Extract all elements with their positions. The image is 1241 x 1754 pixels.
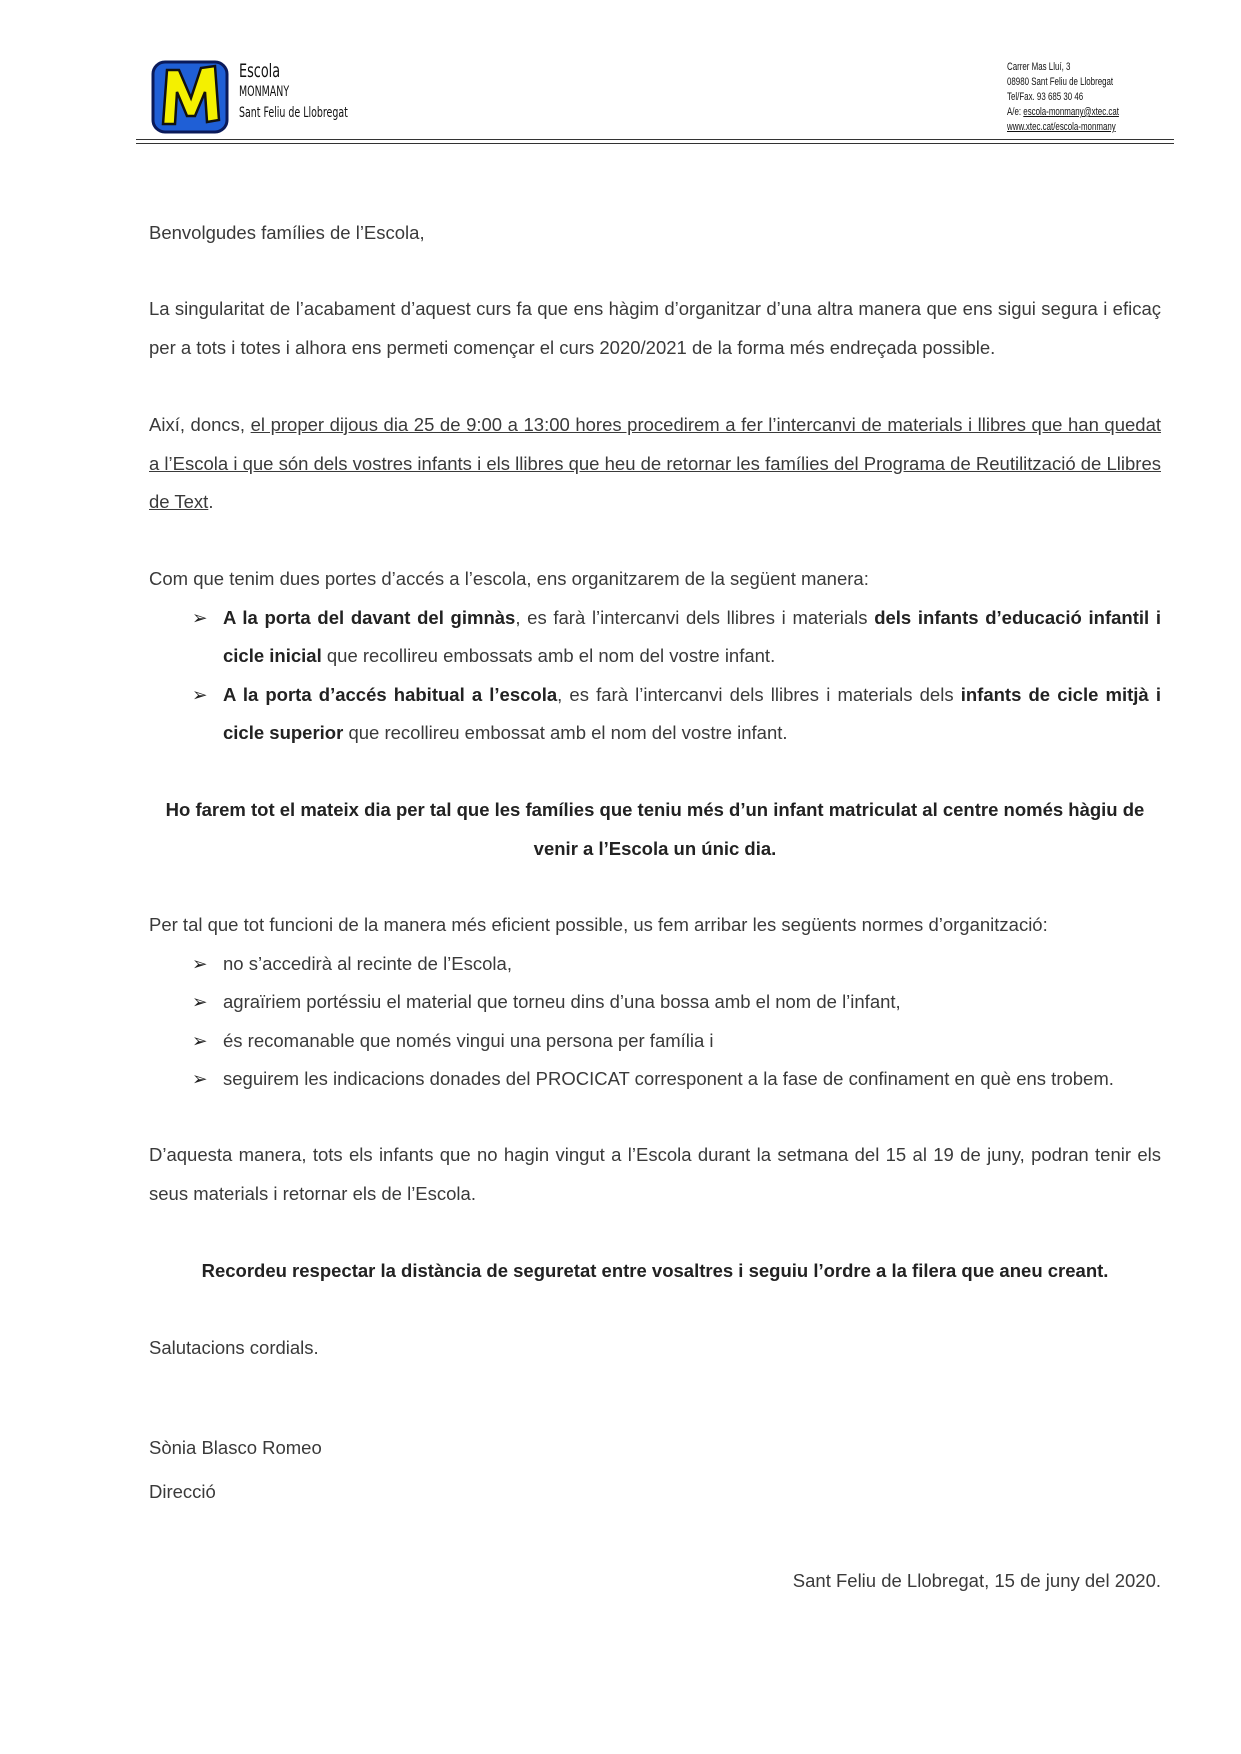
school-line1: Escola — [239, 60, 281, 82]
door-group: infants de cicle mitjà i cicle superior — [223, 683, 1161, 743]
email-label: A/e: — [1007, 106, 1024, 118]
list-item — [149, 1022, 1161, 1061]
phone-line: Tel/Fax. 93 685 30 46 — [1007, 91, 1084, 103]
school-line3: Sant Feliu de Llobregat — [239, 105, 348, 121]
door-name: A la porta del davant del gimnàs — [223, 606, 516, 628]
letterhead — [136, 54, 1176, 144]
list-item — [149, 945, 1161, 984]
paragraph-4 — [149, 906, 1161, 1099]
school-address — [1007, 60, 1162, 135]
paragraph-2 — [149, 406, 1161, 522]
address-line: 08980 Sant Feliu de Llobregat — [1007, 76, 1114, 88]
p2-end: . — [208, 491, 214, 512]
arrow-bullet-icon: ➢ — [192, 952, 208, 974]
paragraph-3 — [149, 560, 1161, 753]
greeting: Benvolgudes famílies de l’Escola, — [149, 222, 425, 243]
p2-intro: Així, doncs, — [149, 414, 251, 435]
notice-same-day — [149, 791, 1161, 868]
school-logo — [151, 58, 231, 136]
door-text: , es farà l’intercanvi dels llibres i materials dels — [557, 683, 961, 705]
rule-text: no s’accedirà al recinte de l’Escola, — [223, 952, 512, 974]
school-name — [239, 60, 384, 124]
signer-role: Direcció — [149, 1481, 216, 1502]
header-divider — [136, 139, 1174, 144]
p4-text: Per tal que tot funcioni de la manera més eficient possible, us fem arribar les següents normes d’organització: — [149, 914, 1048, 935]
rule-text: és recomanable que només vingui una persona per família i — [223, 1029, 714, 1051]
door-text: , es farà l’intercanvi dels llibres i materials — [515, 606, 875, 628]
arrow-bullet-icon: ➢ — [192, 683, 208, 705]
doors-list — [149, 599, 1161, 753]
notice-1-text: Ho farem tot el mateix dia per tal que les famílies que teniu més d’un infant matriculat al centre només hàgiu de venir a l’Escola un únic dia. — [165, 799, 1145, 859]
door-text: que recollireu embossat amb el nom del vostre infant. — [343, 722, 788, 743]
arrow-bullet-icon: ➢ — [192, 606, 208, 628]
rules-list — [149, 945, 1161, 1099]
letter-date: Sant Feliu de Llobregat, 15 de juny del 2020. — [792, 1570, 1161, 1591]
web-link[interactable]: www.xtec.cat/escola-monmany — [1007, 121, 1116, 133]
rule-text: agraïriem portéssiu el material que torneu dins d’una bossa amb el nom de l’infant, — [223, 991, 901, 1012]
notice-2-text: Recordeu respectar la distància de seguretat entre vosaltres i seguiu l’ordre a la filera que aneu creant. — [201, 1260, 1109, 1281]
door-group: dels infants d’educació infantil i cicle inicial — [223, 606, 1161, 666]
p3-text: Com que tenim dues portes d’accés a l’escola, ens organitzarem de la següent manera: — [149, 568, 869, 589]
notice-distance — [149, 1252, 1161, 1291]
door-name: A la porta d’accés habitual a l’escola — [223, 683, 558, 705]
p2-underlined: el proper dijous dia 25 de 9:00 a 13:00 hores procedirem a fer l’intercanvi de materials i llibres que han quedat a l’Escola i que són dels vostres infants i els llibres que heu de retornar les famílies del Programa de Reutilització de Llibres de Text — [149, 414, 1162, 512]
list-item — [149, 599, 1161, 676]
list-item — [149, 676, 1161, 753]
signer-name: Sònia Blasco Romeo — [149, 1437, 322, 1458]
list-item — [149, 983, 1161, 1022]
arrow-bullet-icon: ➢ — [192, 1029, 208, 1051]
email-link[interactable]: escola-monmany@xtec.cat — [1023, 106, 1119, 118]
closing: Salutacions cordials. — [149, 1337, 319, 1358]
rule-text: seguirem les indicacions donades del PROCICAT corresponent a la fase de confinament en què ens trobem. — [223, 1068, 1114, 1089]
address-line: Carrer Mas Lluí, 3 — [1007, 61, 1071, 73]
arrow-bullet-icon: ➢ — [192, 1068, 208, 1089]
email-line — [1007, 105, 1119, 120]
school-line2: MONMANY — [239, 84, 290, 100]
door-text: que recollireu embossats amb el nom del vostre infant. — [321, 645, 776, 666]
paragraph-1: La singularitat de l’acabament d’aquest curs fa que ens hàgim d’organitzar d’una altra manera que ens sigui segura i eficaç per a tots i totes i alhora ens permeti començar el curs 2020/2021 de la forma més endreçada possible. — [149, 298, 1161, 358]
list-item — [149, 1060, 1161, 1099]
paragraph-5: D’aquesta manera, tots els infants que no hagin vingut a l’Escola durant la setmana del 15 al 19 de juny, podran tenir els seus materials i retornar els de l’Escola. — [149, 1144, 1161, 1204]
arrow-bullet-icon: ➢ — [192, 991, 208, 1012]
